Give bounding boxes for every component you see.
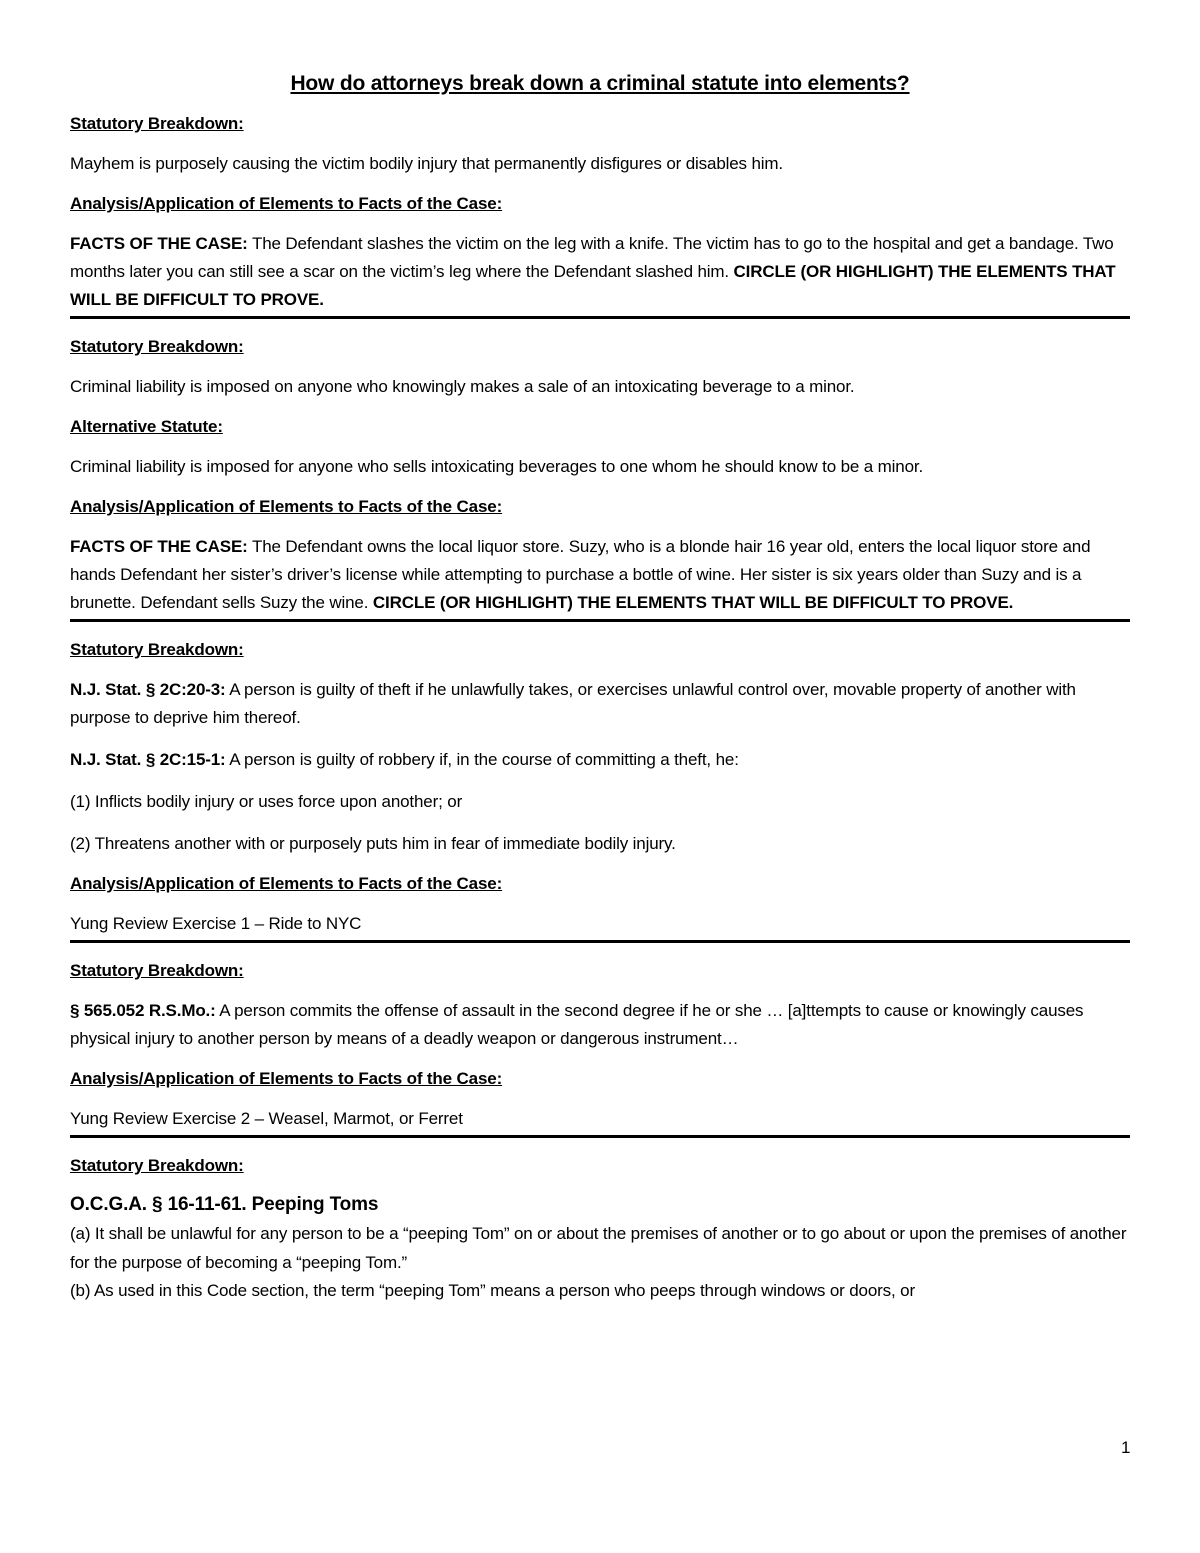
- exercise-reference: Yung Review Exercise 1 – Ride to NYC: [70, 914, 362, 933]
- document-page: [70, 72, 1130, 1306]
- robbery-text: A person is guilty of robbery if, in the course of committing a theft, he:: [225, 750, 739, 769]
- minor-sale-statute: Criminal liability is imposed on anyone who knowingly makes a sale of an intoxicating beverage to a minor.: [70, 377, 855, 396]
- assault-citation: § 565.052 R.S.Mo.:: [70, 1001, 216, 1020]
- peeping-tom-heading: O.C.G.A. § 16-11-61. Peeping Toms: [70, 1194, 379, 1215]
- exercise-reference: Yung Review Exercise 2 – Weasel, Marmot, or Ferret: [70, 1109, 463, 1128]
- section-divider: [70, 1135, 1130, 1138]
- section-divider: [70, 316, 1130, 319]
- statutory-breakdown-heading: Statutory Breakdown:: [70, 961, 244, 980]
- section-divider: [70, 619, 1130, 622]
- robbery-item-1: (1) Inflicts bodily injury or uses force upon another; or: [70, 792, 463, 811]
- robbery-item-2: (2) Threatens another with or purposely puts him in fear of immediate bodily injury.: [70, 834, 676, 853]
- peeping-tom-subsection-b: (b) As used in this Code section, the term “peeping Tom” means a person who peeps through windows or doors, or: [70, 1281, 915, 1300]
- alternative-statute-text: Criminal liability is imposed for anyone who sells intoxicating beverages to one whom he should know to be a minor.: [70, 457, 924, 476]
- peeping-tom-subsection-a: (a) It shall be unlawful for any person to be a “peeping Tom” on or about the premises of another or to go about or upon the premises of another for the purpose of becoming a “peeping Tom.”: [70, 1224, 1127, 1272]
- theft-statute: [70, 676, 1130, 732]
- assault-text: A person commits the offense of assault in the second degree if he or she … [a]ttempts to cause or knowingly causes physical injury to another person by means of a deadly weapon or dangerous instrument…: [70, 1001, 1084, 1048]
- analysis-heading: Analysis/Application of Elements to Facts of the Case:: [70, 1069, 503, 1088]
- analysis-heading: Analysis/Application of Elements to Facts of the Case:: [70, 874, 503, 893]
- page-number: 1: [1121, 1438, 1131, 1457]
- analysis-heading: Analysis/Application of Elements to Facts of the Case:: [70, 497, 503, 516]
- robbery-statute: [70, 746, 1130, 774]
- section-divider: [70, 940, 1130, 943]
- analysis-heading: Analysis/Application of Elements to Facts of the Case:: [70, 194, 503, 213]
- theft-citation: N.J. Stat. § 2C:20-3:: [70, 680, 226, 699]
- statutory-breakdown-heading: Statutory Breakdown:: [70, 114, 244, 133]
- assault-statute: [70, 997, 1130, 1053]
- facts-text: The Defendant owns the local liquor store. Suzy, who is a blonde hair 16 year old, enters the local liquor store and hands Defendant her sister’s driver’s license while attempting to purchase a bottle of wine. Her sister is six years older than Suzy and is a brunette. Defendant sells Suzy the wine.: [70, 537, 1091, 612]
- statutory-breakdown-heading: Statutory Breakdown:: [70, 640, 244, 659]
- circle-instruction: CIRCLE (OR HIGHLIGHT) THE ELEMENTS THAT WILL BE DIFFICULT TO PROVE.: [372, 593, 1014, 612]
- page-title: How do attorneys break down a criminal statute into elements?: [290, 72, 910, 95]
- theft-text: A person is guilty of theft if he unlawfully takes, or exercises unlawful control over, movable property of another with purpose to deprive him thereof.: [70, 680, 1076, 727]
- facts-paragraph: [70, 230, 1130, 314]
- alternative-statute-heading: Alternative Statute:: [70, 417, 223, 436]
- facts-paragraph: [70, 533, 1130, 617]
- robbery-citation: N.J. Stat. § 2C:15-1:: [70, 750, 226, 769]
- circle-instruction: CIRCLE (OR HIGHLIGHT) THE ELEMENTS THAT WILL BE DIFFICULT TO PROVE.: [70, 262, 1116, 309]
- statutory-breakdown-heading: Statutory Breakdown:: [70, 337, 244, 356]
- facts-label: FACTS OF THE CASE:: [70, 537, 248, 556]
- facts-text: The Defendant slashes the victim on the leg with a knife. The victim has to go to the hospital and get a bandage. Two months later you can still see a scar on the victim’s leg where the Defendant slashed him.: [70, 234, 1114, 281]
- mayhem-statute: Mayhem is purposely causing the victim bodily injury that permanently disfigures or disables him.: [70, 154, 783, 173]
- facts-label: FACTS OF THE CASE:: [70, 234, 248, 253]
- statutory-breakdown-heading: Statutory Breakdown:: [70, 1156, 244, 1175]
